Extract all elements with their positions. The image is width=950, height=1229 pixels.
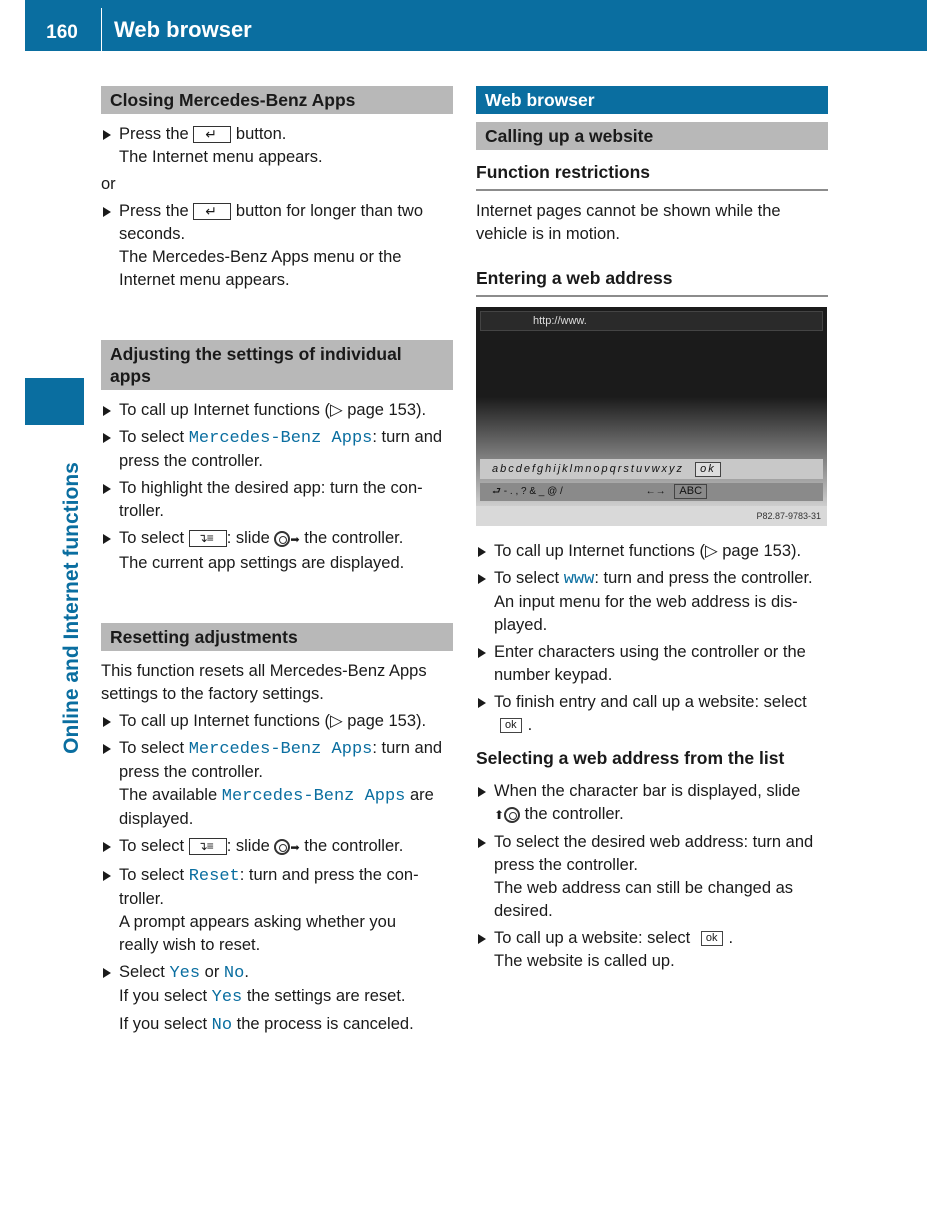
keyword: www bbox=[563, 570, 595, 589]
keyword-no: No bbox=[211, 1016, 233, 1035]
arrows-icon: ←→ bbox=[645, 486, 666, 497]
abc-key: ABC bbox=[674, 484, 707, 499]
page-number: 160 bbox=[46, 22, 78, 43]
keyword: Reset bbox=[188, 867, 240, 886]
list-item: Enter characters using the controller or the number keypad. bbox=[476, 641, 828, 687]
list-item: To call up Internet functions (▷ page 153). bbox=[476, 540, 828, 563]
right-column bbox=[476, 86, 828, 977]
section-heading: Web browser bbox=[476, 86, 828, 114]
list-item: To select the desired web address: turn and press the controller. The web address can still be changed as desired. bbox=[476, 831, 828, 923]
ok-key: ok bbox=[695, 462, 721, 477]
controller-icon bbox=[274, 839, 290, 855]
header-divider bbox=[101, 8, 102, 51]
chapter-tab bbox=[25, 378, 84, 425]
back-button-icon bbox=[193, 126, 231, 143]
ok-key-icon: ok bbox=[500, 718, 522, 733]
menu-icon bbox=[189, 838, 227, 855]
restrictions-text: Internet pages cannot be shown while the vehicle is in motion. bbox=[476, 202, 781, 243]
list-item: Press the ↵ button. The Internet menu appears. bbox=[101, 123, 453, 169]
list-item: To call up Internet functions (▷ page 153). bbox=[101, 710, 453, 733]
character-bar: abcdefghijklmnopqrstuvwxyz ok bbox=[480, 459, 823, 479]
selecting-heading: Selecting a web address from the list bbox=[476, 748, 785, 768]
list-item: To select ↴≡ : slide ➡ the controller. bbox=[101, 835, 453, 860]
keyword: Mercedes-Benz Apps bbox=[221, 787, 406, 806]
keyword-yes: Yes bbox=[169, 964, 201, 983]
ok-key-icon: ok bbox=[701, 931, 723, 946]
list-item: Press the ↵ button for longer than two seconds. The Mercedes-Benz Apps menu or the Internet menu appears. bbox=[101, 200, 453, 292]
keyword: Mercedes-Benz Apps bbox=[188, 740, 373, 759]
adjusting-heading: Adjusting the settings of individual apps bbox=[101, 340, 453, 390]
restrictions-heading: Function restrictions bbox=[476, 161, 828, 191]
url-field: http://www. bbox=[480, 311, 823, 331]
controller-icon bbox=[274, 531, 290, 547]
list-item: Select Yes or No. If you select Yes the settings are reset. If you select No the process is canceled. bbox=[101, 961, 453, 1037]
or-text: or bbox=[101, 175, 116, 193]
list-item: To highlight the desired app: turn the con- troller. bbox=[101, 477, 453, 523]
list-item: To select Reset: turn and press the con- troller. A prompt appears asking whether you really wish to reset. bbox=[101, 864, 453, 957]
closing-heading: Closing Mercedes-Benz Apps bbox=[101, 86, 453, 114]
list-item: To select www: turn and press the controller. An input menu for the web address is dis- played. bbox=[476, 567, 828, 637]
entering-heading: Entering a web address bbox=[476, 267, 828, 297]
arrow-up-icon: ⬆ bbox=[494, 808, 505, 822]
list-item: To call up Internet functions (▷ page 153). bbox=[101, 399, 453, 422]
arrow-right-icon: ➡ bbox=[290, 534, 300, 546]
image-code: P82.87-9783-31 bbox=[476, 506, 827, 526]
controller-icon bbox=[504, 807, 520, 823]
browser-screen-image bbox=[476, 307, 827, 526]
chapter-label: Online and Internet functions bbox=[60, 462, 83, 754]
intro-text: This function resets all Mercedes-Benz Apps settings to the factory settings. bbox=[101, 662, 427, 703]
list-item: To select ↴≡ : slide ➡ the controller. The current app settings are displayed. bbox=[101, 527, 453, 575]
back-icon: ⮐ bbox=[492, 486, 501, 497]
keyword-yes: Yes bbox=[211, 988, 243, 1007]
back-button-icon bbox=[193, 203, 231, 220]
list-item: To select Mercedes-Benz Apps: turn and press the controller. bbox=[101, 426, 453, 473]
list-item: To finish entry and call up a website: select ok . bbox=[476, 691, 828, 737]
left-column bbox=[101, 86, 453, 1041]
list-item: To select Mercedes-Benz Apps: turn and press the controller. The available Mercedes-Benz Apps are displayed. bbox=[101, 737, 453, 831]
calling-heading: Calling up a website bbox=[476, 122, 828, 150]
menu-icon bbox=[189, 530, 227, 547]
resetting-heading: Resetting adjustments bbox=[101, 623, 453, 651]
arrow-right-icon: ➡ bbox=[290, 842, 300, 854]
keyword: Mercedes-Benz Apps bbox=[188, 429, 373, 448]
list-item: When the character bar is displayed, slide ⬆ the controller. bbox=[476, 780, 828, 827]
list-item: To call up a website: select ok . The website is called up. bbox=[476, 927, 828, 973]
symbol-bar: ⮐ - . , ? & _ @ / ←→ ABC bbox=[480, 483, 823, 501]
keyword-no: No bbox=[223, 964, 245, 983]
page-title: Web browser bbox=[114, 17, 252, 42]
